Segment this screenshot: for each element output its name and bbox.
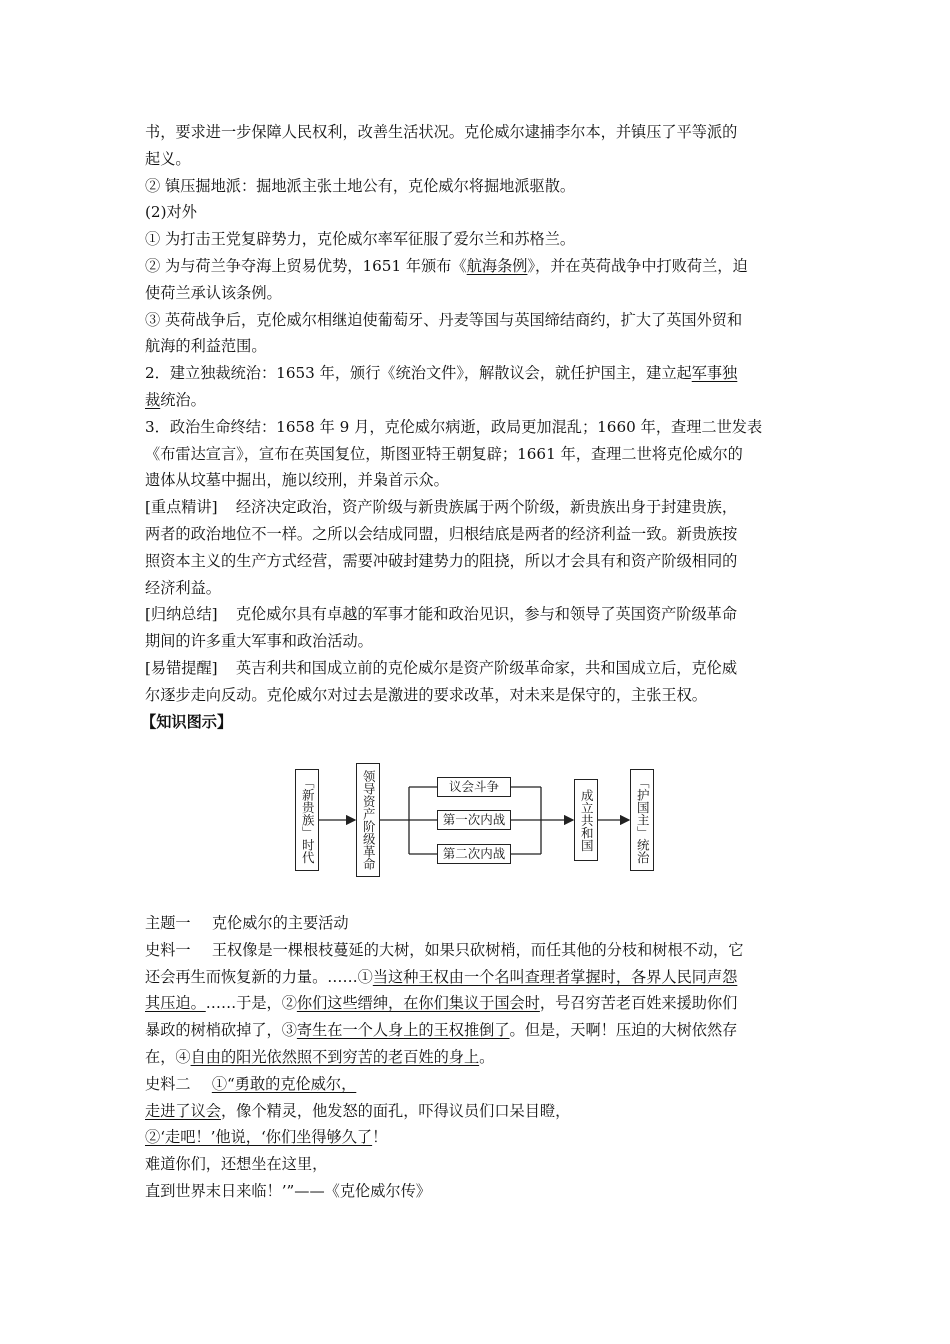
text-span: 英吉利共和国成立前的克伦威尔是资产阶级革命家，共和国成立后，克伦威 — [235, 658, 738, 677]
text-line — [145, 1071, 810, 1098]
text-span: 在，④ — [145, 1047, 191, 1066]
diagram-box-new-nobility: 「新贵族」时代 — [295, 769, 319, 871]
text-span: 统治。 — [160, 390, 206, 409]
text-line: 使荷兰承认该条例。 — [145, 283, 282, 302]
underlined-text: 走进了议会 — [145, 1101, 221, 1120]
text-line — [145, 1098, 810, 1125]
underlined-text: 你们这些缙绅，在你们集议于国会时 — [296, 994, 540, 1013]
text-line: 起义。 — [145, 149, 191, 168]
knowledge-header: 【知识图示】 — [141, 712, 233, 731]
text-line: 经济利益。 — [145, 578, 221, 597]
theme-title — [145, 910, 810, 937]
text-span: 还会再生而恢复新的力量。……① — [145, 967, 373, 986]
text-line: 两者的政治地位不一样。之所以会结成同盟，归根结底是两者的经济利益一致。新贵族按 — [145, 524, 738, 543]
top-section — [141, 119, 810, 735]
text-span: ……于是，② — [205, 994, 297, 1013]
diagram-branch-first-war: 第一次内战 — [437, 810, 511, 830]
text-span: ，像个精灵，他发怒的面孔，吓得议员们口呆目瞪， — [220, 1101, 571, 1120]
underlined-text: 寄生在一个人身上的王权推倒了 — [296, 1021, 510, 1040]
underlined-text: ①“勇敢的克伦威尔， — [211, 1074, 357, 1093]
text-line — [145, 387, 810, 414]
text-span: 2．建立独裁统治：1653 年，颁行《统治文件》，解散议会，就任护国主，建立起 — [145, 364, 692, 383]
text-span: ！ — [372, 1128, 388, 1147]
text-line: 难道你们，还想坐在这里， — [145, 1155, 328, 1174]
diagram-box-protector: 「护国主」统治 — [630, 769, 654, 871]
source-label: 史料一 — [145, 940, 191, 959]
underlined-term: 军事独 — [691, 364, 738, 383]
text-line — [145, 1017, 810, 1044]
text-line: 直到世界末日来临！’”——《克伦威尔传》 — [145, 1181, 431, 1200]
text-line: 尔逐步走向反动。克伦威尔对过去是激进的要求改革，对未来是保守的，主张王权。 — [145, 685, 707, 704]
source-label: 史料二 — [145, 1074, 191, 1093]
underlined-term: 裁 — [145, 390, 161, 409]
text-line — [145, 360, 810, 387]
text-line: 3．政治生命终结：1658 年 9 月，克伦威尔病逝，政局更加混乱；1660 年，查理二世发表 — [145, 417, 763, 436]
underlined-text: ②‘走吧！’他说，‘你们坐得够久了 — [145, 1128, 373, 1147]
diagram-box-lead-revolution: 领导资产阶级革命 — [356, 763, 380, 877]
text-span: 。但是，天啊！压迫的大树依然存 — [509, 1021, 738, 1040]
underlined-text: 当这种王权由一个名叫查理者掌握时，各界人民同声怨 — [372, 967, 738, 986]
text-line — [145, 937, 810, 964]
underlined-text: 自由的阳光依然照不到穷苦的老百姓的身上 — [190, 1047, 480, 1066]
text-span: 王权像是一棵根枝蔓延的大树，如果只砍树梢，而任其他的分枝和树根不动，它 — [211, 940, 744, 959]
text-span: 主题一 — [145, 914, 191, 932]
error-tag: [易错提醒] — [145, 658, 218, 677]
underlined-term: 航海条例 — [466, 256, 528, 275]
text-span: 。 — [479, 1047, 495, 1066]
text-span: ，号召穷苦老百姓来援助你们 — [539, 994, 738, 1013]
text-line: 遗体从坟墓中掘出，施以绞刑，并枭首示众。 — [145, 471, 449, 490]
diagram-branch-second-war: 第二次内战 — [437, 844, 511, 864]
text-span: 克伦威尔的主要活动 — [211, 914, 349, 932]
text-line: 期间的许多重大军事和政治活动。 — [145, 632, 373, 651]
focus-tag: [重点精讲] — [145, 498, 218, 517]
text-line — [145, 964, 810, 991]
text-line: (2)对外 — [145, 203, 197, 222]
text-span: 暴政的树梢砍掉了，③ — [145, 1021, 297, 1040]
text-line: 《布雷达宣言》，宣布在英国复位，斯图亚特王朝复辟；1661 年，查理二世将克伦威尔的 — [145, 444, 743, 463]
text-line: 照资本主义的生产方式经营，需要冲破封建势力的阻挠，所以才会具有和资产阶级相同的 — [145, 551, 738, 570]
text-line: 航海的利益范围。 — [145, 337, 267, 356]
text-line — [145, 1044, 810, 1071]
text-line — [145, 990, 810, 1017]
diagram-box-republic: 成立共和国 — [574, 779, 598, 861]
text-span: 克伦威尔具有卓越的军事才能和政治见识，参与和领导了英国资产阶级革命 — [235, 605, 738, 624]
text-line: ① 为打击王党复辟势力，克伦威尔率军征服了爱尔兰和苏格兰。 — [145, 230, 576, 249]
text-span: 经济决定政治，资产阶级与新贵族属于两个阶级，新贵族出身于封建贵族， — [235, 498, 738, 517]
text-line: ③ 英荷战争后，克伦威尔相继迫使葡萄牙、丹麦等国与英国缔结商约，扩大了英国外贸和 — [145, 310, 743, 329]
text-span: 》，并在英荷战争中打败荷兰，迫 — [527, 256, 748, 275]
knowledge-diagram — [295, 763, 665, 883]
text-line — [145, 655, 810, 682]
text-line — [145, 1124, 810, 1151]
theme-section — [145, 910, 810, 1205]
text-line: ② 镇压掘地派：掘地派主张土地公有，克伦威尔将掘地派驱散。 — [145, 176, 576, 195]
text-line — [145, 494, 810, 521]
underlined-text: 其压迫。 — [145, 994, 206, 1013]
text-span: ② 为与荷兰争夺海上贸易优势，1651 年颁布《 — [145, 256, 467, 275]
diagram-branch-parliament: 议会斗争 — [437, 777, 511, 797]
text-line — [145, 253, 810, 280]
summary-tag: [归纳总结] — [145, 605, 218, 624]
text-line — [145, 601, 810, 628]
text-line: 书，要求进一步保障人民权利，改善生活状况。克伦威尔逮捕李尔本，并镇压了平等派的 — [145, 123, 738, 141]
